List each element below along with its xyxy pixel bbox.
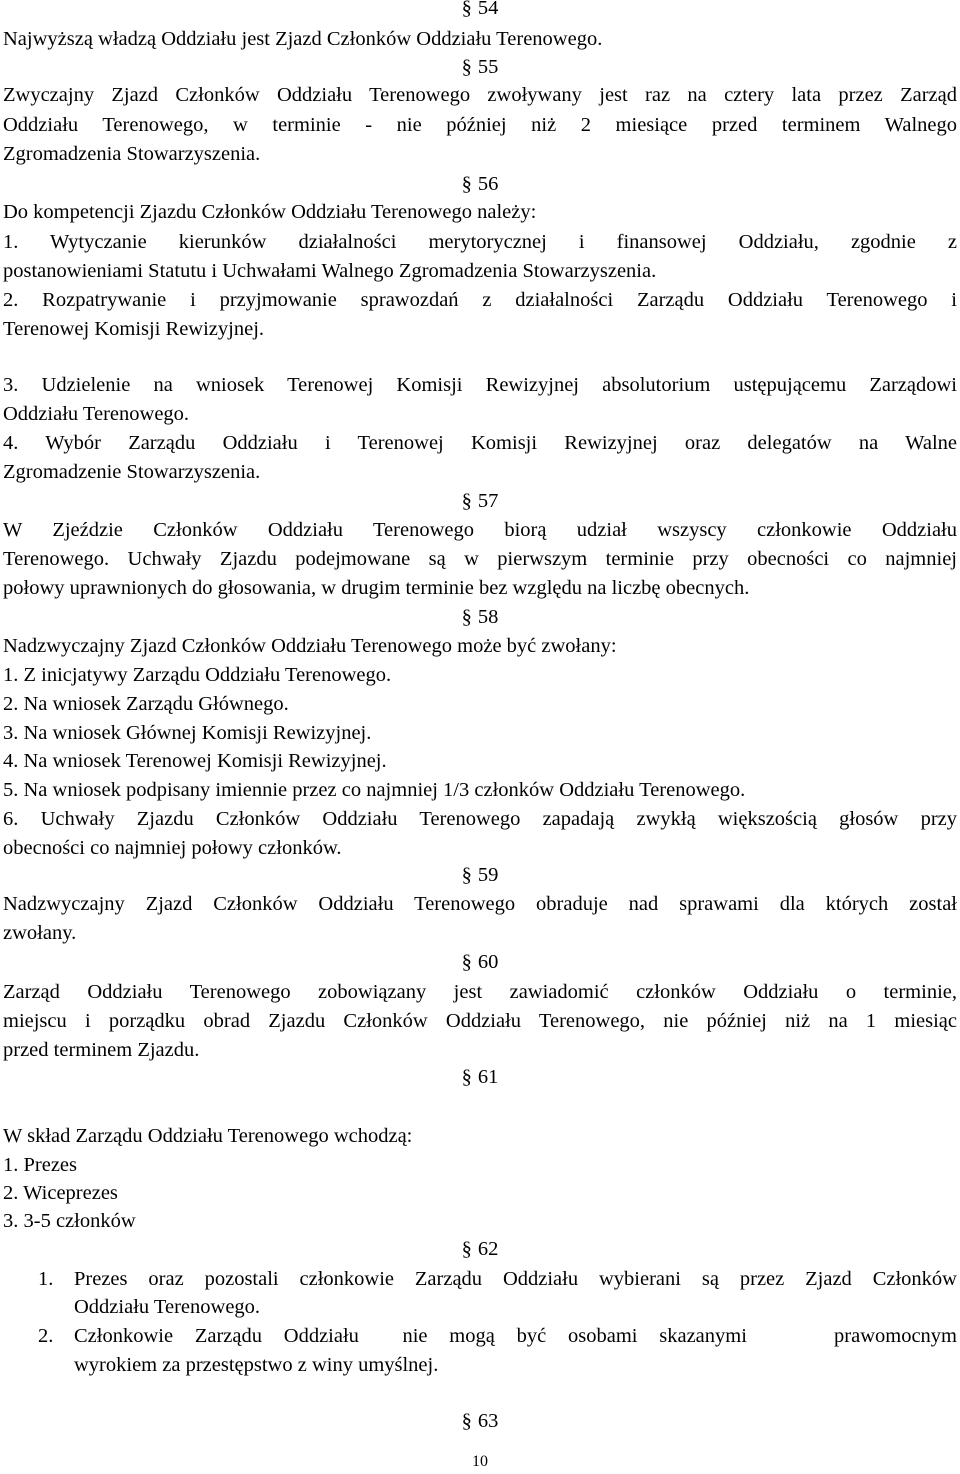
section-heading-62 bbox=[0, 1236, 960, 1262]
paragraph-line: W skład Zarządu Oddziału Terenowego wchodzą: bbox=[3, 1125, 413, 1147]
section-heading-56 bbox=[0, 171, 960, 197]
list-number: 2. bbox=[38, 1325, 54, 1347]
list-item-continuation: Zgromadzenie Stowarzyszenia. bbox=[3, 461, 261, 483]
list-item: Prezes oraz pozostali członkowie Zarządu Oddziału wybierani są przez Zjazd Członków bbox=[74, 1268, 957, 1290]
section-mark: § bbox=[461, 0, 472, 19]
paragraph-line: przed terminem Zjazdu. bbox=[3, 1039, 200, 1061]
list-item: 1. Z inicjatywy Zarządu Oddziału Terenowego. bbox=[3, 664, 392, 686]
list-number: 1. bbox=[38, 1268, 54, 1290]
section-number: 56 bbox=[477, 173, 499, 195]
page-number: 10 bbox=[472, 1453, 488, 1470]
list-item: 2. Na wniosek Zarządu Głównego. bbox=[3, 693, 289, 715]
section-mark: § bbox=[461, 56, 472, 78]
section-number: 58 bbox=[477, 606, 499, 628]
list-item-continuation: wyrokiem za przestępstwo z winy umyślnej. bbox=[74, 1354, 439, 1376]
list-item: 1. Prezes bbox=[3, 1154, 78, 1176]
section-number: 57 bbox=[477, 490, 499, 512]
section-heading-63 bbox=[0, 1408, 960, 1434]
paragraph-line: Nadzwyczajny Zjazd Członków Oddziału Terenowego może być zwołany: bbox=[3, 635, 617, 657]
section-heading-57 bbox=[0, 488, 960, 514]
section-heading-58 bbox=[0, 604, 960, 630]
paragraph-line: Zarząd Oddziału Terenowego zobowiązany jest zawiadomić członków Oddziału o terminie, bbox=[3, 981, 957, 1003]
section-number: 63 bbox=[477, 1410, 499, 1432]
list-item-continuation: Terenowej Komisji Rewizyjnej. bbox=[3, 318, 265, 340]
section-number: 59 bbox=[477, 864, 499, 886]
section-number: 60 bbox=[477, 951, 499, 973]
paragraph-line: Do kompetencji Zjazdu Członków Oddziału Terenowego należy: bbox=[3, 201, 537, 223]
paragraph-line: Zwyczajny Zjazd Członków Oddziału Terenowego zwoływany jest raz na cztery lata przez Zarząd bbox=[3, 84, 957, 106]
section-mark: § bbox=[461, 864, 472, 886]
list-item: 5. Na wniosek podpisany imiennie przez co najmniej 1/3 członków Oddziału Terenowego. bbox=[3, 779, 746, 801]
section-mark: § bbox=[461, 951, 472, 973]
section-number: 55 bbox=[477, 56, 499, 78]
section-number: 62 bbox=[477, 1238, 499, 1260]
paragraph-line: Nadzwyczajny Zjazd Członków Oddziału Terenowego obraduje nad sprawami dla których został bbox=[3, 893, 957, 915]
list-item: 6. Uchwały Zjazdu Członków Oddziału Terenowego zapadają zwykłą większością głosów przy bbox=[3, 808, 957, 830]
paragraph-line: miejscu i porządku obrad Zjazdu Członków Oddziału Terenowego, nie później niż na 1 miesiąc bbox=[3, 1010, 957, 1032]
list-item-continuation: obecności co najmniej połowy członków. bbox=[3, 837, 342, 859]
section-number: 61 bbox=[477, 1066, 499, 1088]
list-item: 3. 3-5 członków bbox=[3, 1210, 136, 1232]
list-item: 2. Wiceprezes bbox=[3, 1182, 118, 1204]
section-mark: § bbox=[461, 1066, 472, 1088]
list-item: 4. Na wniosek Terenowej Komisji Rewizyjnej. bbox=[3, 750, 387, 772]
list-item-continuation: Oddziału Terenowego. bbox=[74, 1296, 261, 1318]
list-item: 3. Udzielenie na wniosek Terenowej Komisji Rewizyjnej absolutorium ustępującemu Zarządowi bbox=[3, 374, 957, 396]
section-mark: § bbox=[461, 606, 472, 628]
paragraph-line: Najwyższą władzą Oddziału jest Zjazd Członków Oddziału Terenowego. bbox=[3, 28, 603, 50]
paragraph-line: W Zjeździe Członków Oddziału Terenowego biorą udział wszyscy członkowie Oddziału bbox=[3, 519, 957, 541]
section-heading-60 bbox=[0, 949, 960, 975]
section-mark: § bbox=[461, 173, 472, 195]
section-heading-61 bbox=[0, 1064, 960, 1090]
section-heading-59 bbox=[0, 862, 960, 888]
section-number: 54 bbox=[477, 0, 499, 19]
section-mark: § bbox=[461, 490, 472, 512]
list-item: 1. Wytyczanie kierunków działalności merytorycznej i finansowej Oddziału, zgodnie z bbox=[3, 231, 957, 253]
paragraph-line: Zgromadzenia Stowarzyszenia. bbox=[3, 143, 261, 165]
list-item: 3. Na wniosek Głównej Komisji Rewizyjnej. bbox=[3, 722, 372, 744]
section-heading-54 bbox=[0, 0, 960, 21]
list-item: Członkowie Zarządu Oddziału nie mogą być osobami skazanymi prawomocnym bbox=[74, 1325, 957, 1347]
list-item-continuation: postanowieniami Statutu i Uchwałami Walnego Zgromadzenia Stowarzyszenia. bbox=[3, 260, 657, 282]
list-item: 2. Rozpatrywanie i przyjmowanie sprawozdań z działalności Zarządu Oddziału Terenowego i bbox=[3, 289, 957, 311]
section-heading-55 bbox=[0, 54, 960, 80]
section-mark: § bbox=[461, 1238, 472, 1260]
paragraph-line: Oddziału Terenowego, w terminie - nie później niż 2 miesiące przed terminem Walnego bbox=[3, 114, 957, 136]
paragraph-line: Terenowego. Uchwały Zjazdu podejmowane są w pierwszym terminie przy obecności co najmniej bbox=[3, 548, 957, 570]
section-mark: § bbox=[461, 1410, 472, 1432]
list-item: 4. Wybór Zarządu Oddziału i Terenowej Komisji Rewizyjnej oraz delegatów na Walne bbox=[3, 432, 957, 454]
list-item-continuation: Oddziału Terenowego. bbox=[3, 403, 190, 425]
paragraph-line: połowy uprawnionych do głosowania, w drugim terminie bez względu na liczbę obecnych. bbox=[3, 577, 750, 599]
paragraph-line: zwołany. bbox=[3, 922, 77, 944]
